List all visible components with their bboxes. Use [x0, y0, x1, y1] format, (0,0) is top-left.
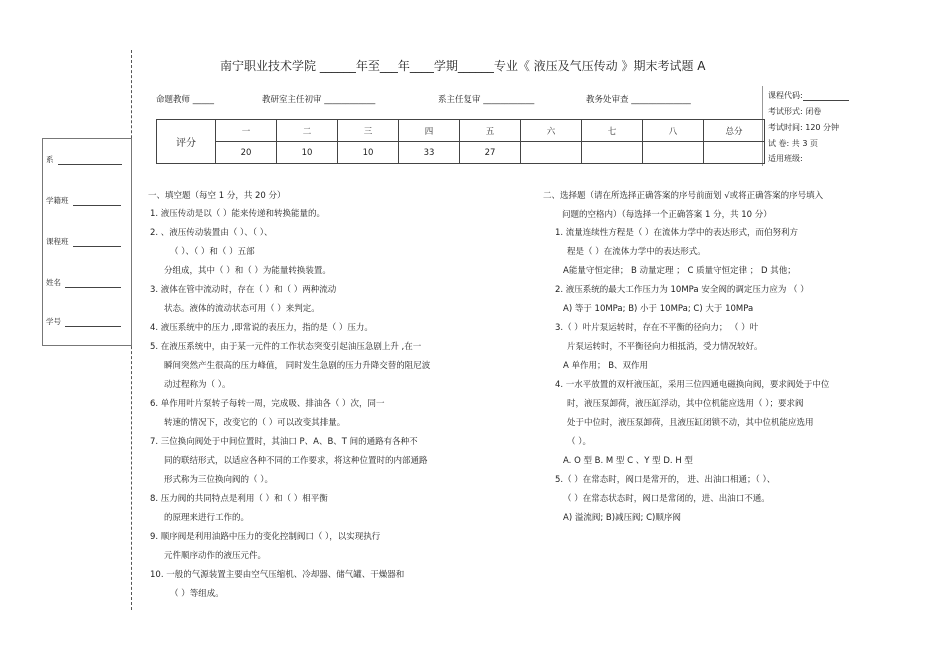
field-name: 姓名 [46, 277, 121, 288]
question-line: A能量守恒定律； B 动量定理 ； C 质量守恒定律 ； D 其他； [563, 266, 796, 276]
section2-body [555, 224, 829, 528]
signer-director: 教研室主任初审 ____________ [262, 95, 376, 105]
field-department: 系 [46, 154, 122, 165]
signer-academic-affairs: 教务处审查 ______________ [586, 95, 691, 105]
score-value [582, 142, 643, 164]
score-header: 总分 [704, 120, 765, 142]
question-line: 8. 压力阀的共同特点是利用（ ）和（ ）相平衡 [150, 494, 328, 504]
section1-body [150, 205, 430, 604]
field-enrolled-class: 学籍班 [46, 195, 121, 206]
question-line: 时，液压泵卸荷，液压缸浮动，其中位机能应选用（ ）；要求阀 [567, 399, 804, 409]
question-line: 5.（ ）在常态时，阀口是常开的， 进、出油口相通；（ ）、 [555, 475, 776, 485]
exam-form: 考试形式: 闭卷 [768, 107, 822, 116]
question-line: 片泵运转时，不平衡径向力相抵消，受力情况较好。 [567, 342, 763, 352]
question-line: 处于中位时，液压泵卸荷，且液压缸闭锁不动，其中位机能应选用 [567, 418, 814, 428]
question-line: （ ）、（ ）和（ ）五部 [170, 247, 255, 257]
signer-teacher: 命题教师 _____ [156, 95, 214, 105]
question-line: 瞬间突然产生很高的压力峰值， 同时发生急剧的压力升降交替的阻尼波 [164, 361, 431, 371]
score-header: 二 [277, 120, 338, 142]
score-header: 三 [338, 120, 399, 142]
field-course-class: 课程班 [46, 236, 121, 247]
exam-title: 南宁职业技术学院 ______年至___年____学期______专业《 液压及气压传动 》期末考试题 A [220, 59, 706, 73]
exam-time: 考试时间: 120 分钟 [768, 123, 840, 132]
question-line: 转速的情况下，改变它的（ ）可以改变其排量。 [164, 418, 346, 428]
score-table [156, 119, 765, 164]
question-line: 2. 液压系统的最大工作压力为 10MPa 安全阀的调定压力应为 （ ） [555, 285, 809, 295]
score-header: 一 [216, 120, 277, 142]
question-line: 3.（ ）叶片泵运转时，存在不平衡的径向力； （ ）叶 [555, 323, 759, 333]
question-line: 9. 顺序阀是利用油路中压力的变化控制阀口（ ），以实现执行 [150, 532, 381, 542]
score-header: 五 [460, 120, 521, 142]
question-line: A) 溢流阀; B)减压阀; C)顺序阀 [563, 513, 681, 523]
question-line: 1. 流量连续性方程是（ ）在流体力学中的表达形式，而伯努利方 [555, 228, 799, 238]
score-value: 10 [277, 142, 338, 164]
question-line: 3. 液体在管中流动时，存在（ ）和（ ）两种流动 [150, 285, 337, 295]
score-value [704, 142, 765, 164]
section2-heading: 二、选择题（请在所选择正确答案的序号前面划 √或将正确答案的序号填入 [543, 191, 824, 201]
question-line: 1. 液压传动是以（ ）能来传递和转换能量的。 [150, 209, 326, 219]
applicable-class: 适用班级: [768, 154, 803, 163]
question-line: 分组成，其中（ ）和（ ）为能量转换装置。 [164, 266, 331, 276]
question-line: 状态。液体的流动状态可用（ ）来判定。 [164, 304, 320, 314]
score-value: 20 [216, 142, 277, 164]
score-value: 10 [338, 142, 399, 164]
field-student-id: 学号 [46, 316, 121, 327]
question-line: 同的联结形式，以适应各种不同的工作要求，将这种位置时的内部通路 [164, 456, 428, 466]
score-value [643, 142, 704, 164]
score-value [521, 142, 582, 164]
question-line: 形式称为三位换向阀的（ ）。 [164, 475, 273, 485]
question-line: （ ）。 [567, 437, 591, 447]
question-line: 5. 在液压系统中，由于某一元件的工作状态突变引起油压急剧上升 ,在一 [150, 342, 422, 352]
question-line: （ ）在常态状态时，阀口是常闭的，进、出油口不通。 [563, 494, 770, 504]
score-header: 七 [582, 120, 643, 142]
question-line: A) 等于 10MPa; B) 小于 10MPa; C) 大于 10MPa [563, 304, 754, 314]
question-line: 4. 液压系统中的压力 ,即常说的表压力，指的是（ ）压力。 [150, 323, 373, 333]
course-code: 课程代码: [768, 90, 849, 101]
signer-dept-head: 系主任复审 ____________ [438, 95, 535, 105]
score-header: 八 [643, 120, 704, 142]
question-line: 10. 一般的气源装置主要由空气压缩机、冷却器、储气罐、干燥器和 [150, 570, 405, 580]
score-value: 33 [399, 142, 460, 164]
question-line: A. O 型 B. M 型 C 、Y 型 D. H 型 [563, 456, 693, 466]
question-line: 6. 单作用叶片泵转子每转一周，完成吸、排油各（ ）次，同一 [150, 399, 385, 409]
question-line: 7. 三位换向阀处于中间位置时，其油口 P、A、B、T 间的通路有各种不 [150, 437, 418, 447]
question-line: （ ）等组成。 [170, 589, 224, 599]
section2-heading-cont: 问题的空格内）（每选择一个正确答案 1 分，共 10 分） [562, 210, 772, 220]
question-line: 的原理来进行工作的。 [164, 513, 250, 523]
page-count: 试 卷: 共 3 页 [768, 139, 818, 148]
score-header: 六 [521, 120, 582, 142]
question-line: 程是（ ）在流体力学中的表达形式。 [567, 247, 706, 257]
score-value: 27 [460, 142, 521, 164]
question-line: A 单作用； B、双作用 [563, 361, 649, 371]
question-line: 元件顺序动作的液压元件。 [164, 551, 267, 561]
question-line: 动过程称为（ ）。 [164, 380, 231, 390]
question-line: 2. 、液压传动装置由（ ）、（ ）、 [150, 228, 273, 238]
score-label: 评分 [157, 120, 216, 164]
score-header: 四 [399, 120, 460, 142]
section1-heading: 一、填空题（每空 1 分，共 20 分） [148, 191, 286, 201]
question-line: 4. 一水平放置的双杆液压缸，采用三位四通电磁换向阀，要求阀处于中位 [555, 380, 830, 390]
